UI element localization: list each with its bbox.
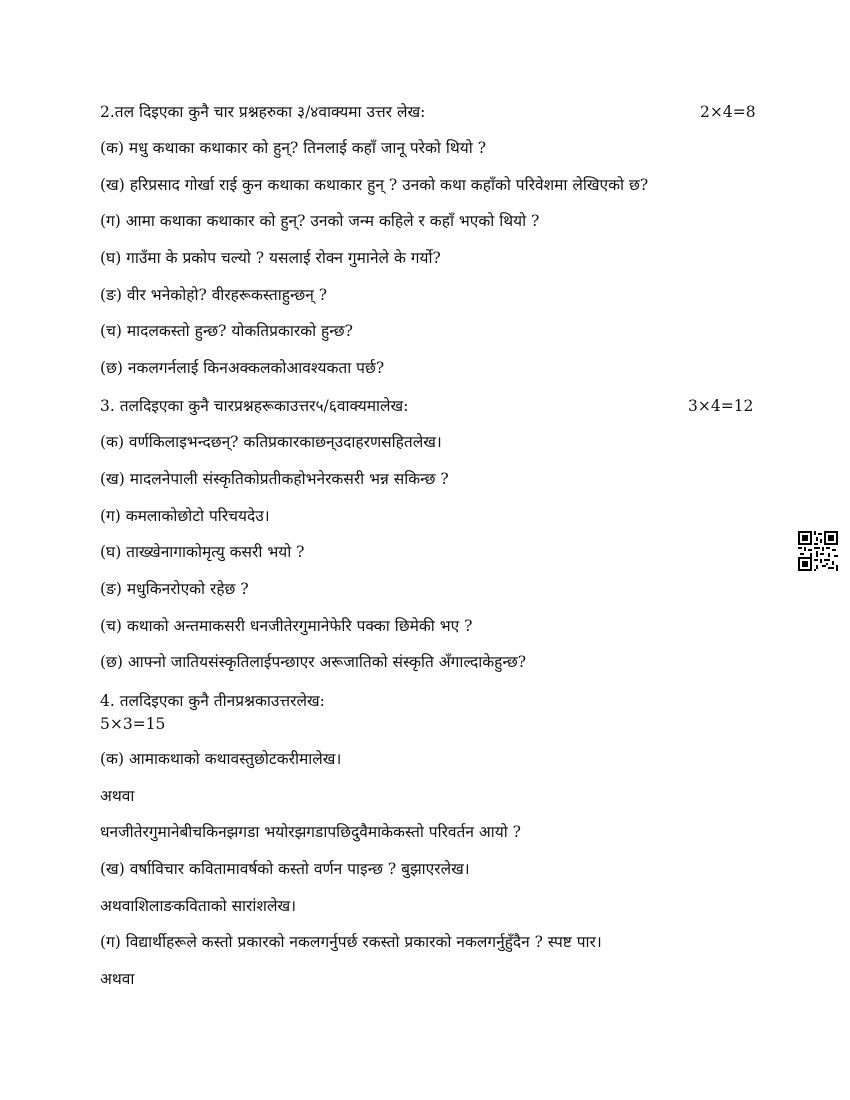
- q3-item: (घ) ताख्खेनागाकोमृत्यु कसरी भयो ?: [100, 543, 305, 561]
- q4-item: अथवा: [100, 970, 135, 988]
- q2-item: (घ) गाउँमा के प्रकोप चल्यो ? यसलाई रोक्न गुमानेले के गर्यो?: [100, 249, 441, 267]
- q3-heading: 3. तलदिइएका कुनै चारप्रश्नहरूकाउत्तर५/६वाक्यमालेख:: [100, 397, 409, 415]
- q3-item: (ख) मादलनेपाली संस्कृतिकोप्रतीकहोभनेरकसरी भन्न सकिन्छ ?: [100, 470, 449, 488]
- q4-item: अथवाशिलाङकविताको सारांशलेख।: [100, 897, 297, 915]
- q4-item: (क) आमाकथाको कथावस्तुछोटकरीमालेख।: [100, 750, 342, 768]
- q4-marks: 5×3=15: [100, 715, 166, 733]
- q3-item: (ग) कमलाकोछोटो परिचयदेउ।: [100, 507, 270, 525]
- q2-item: (छ) नकलगर्नलाई किनअक्कलकोआवश्यकता पर्छ?: [100, 359, 385, 377]
- q4-item: (ग) विद्यार्थीहरूले कस्तो प्रकारको नकलगर्नुपर्छ रकस्तो प्रकारको नकलगर्नुहुँदैन ? स्पष्ट पार।: [100, 933, 602, 951]
- q4-item: धनजीतेरगुमानेबीचकिनझगडा भयोरझगडापछिदुवैमाकेकस्तो परिवर्तन आयो ?: [100, 823, 521, 841]
- qr-code-icon: [798, 531, 838, 571]
- q2-item: (क) मधु कथाका कथाकार को हुन्? तिनलाई कहाँ जानू परेको थियो ?: [100, 139, 487, 157]
- q3-item: (ङ) मधुकिनरोएको रहेछ ?: [100, 580, 249, 598]
- q3-item: (क) वर्णकिलाइभन्दछन्? कतिप्रकारकाछन्उदाहरणसहितलेख।: [100, 433, 442, 451]
- q2-marks: 2×4=8: [700, 103, 756, 121]
- q2-item: (ङ) वीर भनेकोहो? वीरहरूकस्ताहुन्छन् ?: [100, 286, 328, 304]
- q2-item: (ग) आमा कथाका कथाकार को हुन्? उनको जन्म कहिले र कहाँ भएको थियो ?: [100, 212, 540, 230]
- q3-item: (छ) आफ्नो जातियसंस्कृतिलाईपन्छाएर अरूजातिको संस्कृति अँगाल्दाकेहुन्छ?: [100, 653, 526, 671]
- q2-heading: 2.तल दिइएका कुनै चार प्रश्नहरुका ३/४वाक्यमा उत्तर लेख:: [100, 103, 426, 121]
- q2-item: (च) मादलकस्तो हुन्छ? योकतिप्रकारको हुन्छ?: [100, 322, 353, 340]
- q3-item: (च) कथाको अन्तमाकसरी धनजीतेरगुमानेफेरि पक्का छिमेकी भए ?: [100, 617, 473, 635]
- q2-item: (ख) हरिप्रसाद गोर्खा राई कुन कथाका कथाकार हुन् ? उनको कथा कहाँको परिवेशमा लेखिएको छ?: [100, 176, 649, 194]
- q4-item: (ख) वर्षाविचार कवितामावर्षको कस्तो वर्णन पाइन्छ ? बुझाएरलेख।: [100, 860, 470, 878]
- q4-item: अथवा: [100, 787, 135, 805]
- q3-marks: 3×4=12: [688, 397, 754, 415]
- q4-heading: 4. तलदिइएका कुनै तीनप्रश्नकाउत्तरलेख:: [100, 692, 325, 710]
